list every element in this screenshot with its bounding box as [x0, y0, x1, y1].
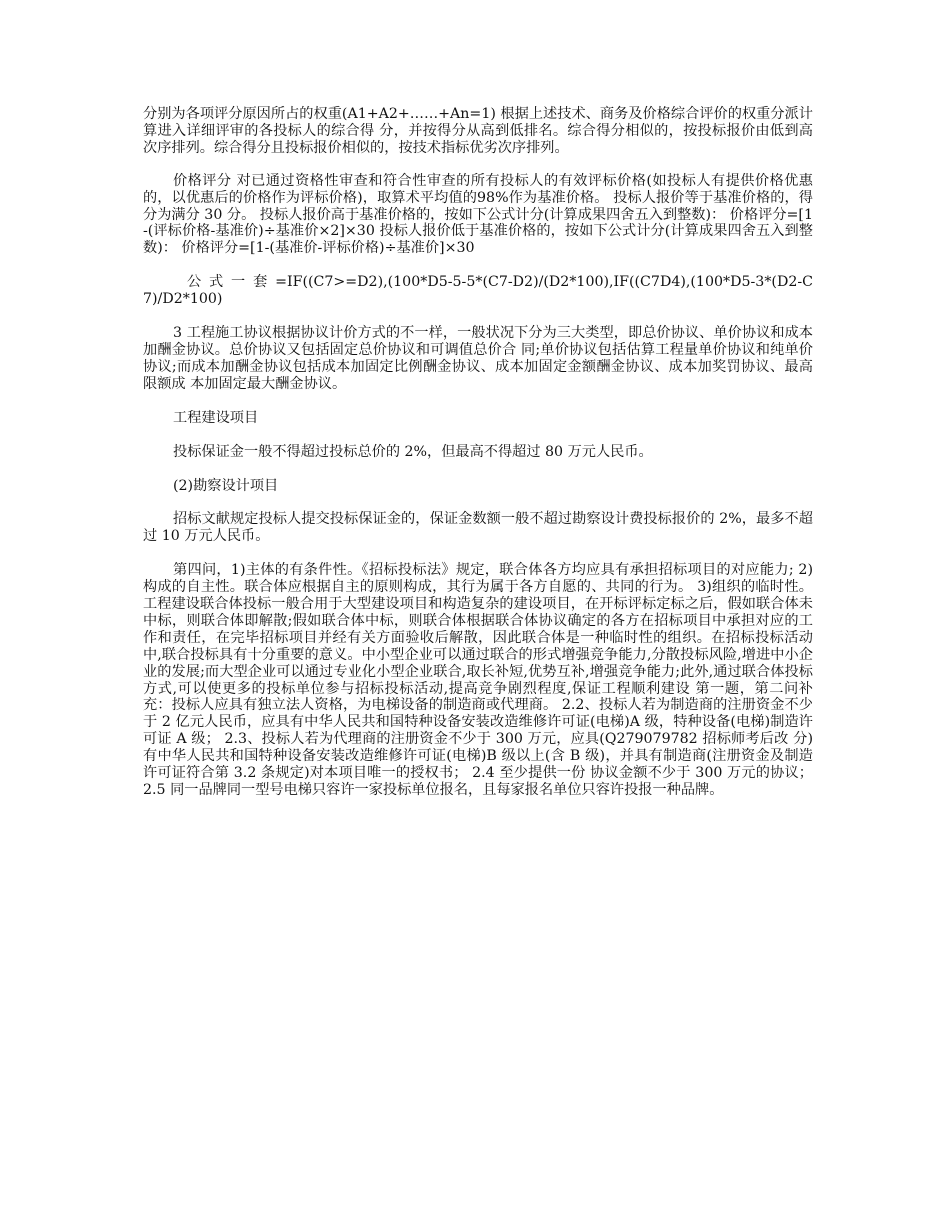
document-page	[143, 106, 813, 799]
heading-survey-design-project: (2)勘察设计项目	[173, 477, 279, 494]
paragraph-bid-bond-construction: 投标保证金一般不得超过投标总价的 2%，但最高不得超过 80 万元人民币。	[173, 443, 653, 460]
paragraph-contract-types: 3 工程施工协议根据协议计价方式的不一样，一般状况下分为三大类型，即总价协议、单价协议和成本加酬金协议。总价协议又包括固定总价协议和可调值总价合 同;单价协议包括估算工程量单价协议和纯单价协议;而成本加酬金协议包括成本加固定比例酬金协议、成本加固定金额酬金协议、成本加奖罚协议、最高限额成 本加固定最大酬金协议。	[143, 325, 813, 392]
paragraph-consortium: 第四问，1)主体的有条件性。《招标投标法》规定，联合体各方均应具有承担招标项目的对应能力; 2)构成的自主性。联合体应根据自主的原则构成，其行为属于各方自愿的、共同的行为。 3)组织的临时性。工程建设联合体投标一般合用于大型建设项目和构造复杂的建设项目，在开标评标定标之后，假如联合体未中标，则联合体即解散;假如联合体中标，则联合体根据联合体协议确定的各方在招标项目中承担对应的工作和责任，在完毕招标项目并经有关方面验收后解散，因此联合体是一种临时性的组织。在招标投标活动中,联合投标具有十分重要的意义。中小型企业可以通过联合的形式增强竞争能力,分散投标风险,增进中小企业的发展;而大型企业可以通过专业化小型企业联合,取长补短,优势互补,增强竞争能力;此外,通过联合体投标方式,可以使更多的投标单位参与招标投标活动,提高竞争剧烈程度,保证工程顺利建设 第一题，第二问补充：投标人应具有独立法人资格，为电梯设备的制造商或代理商。 2.2、投标人若为制造商的注册资金不少于 2 亿元人民币，应具有中华人民共和国特种设备安装改造维修许可证(电梯)A 级，特种设备(电梯)制造许可证 A 级； 2.3、投标人若为代理商的注册资金不少于 300 万元，应具(Q279079782 招标师考后改 分)有中华人民共和国特种设备安装改造维修许可证(电梯)B 级以上(含 B 级)，并具有制造商(注册资金及制造许可证符合第 3.2 条规定)对本项目唯一的授权书； 2.4 至少提供一份 协议金额不少于 300 万元的协议； 2.5 同一品牌同一型号电梯只容许一家投标单位报名，且每家报名单位只容许投报一种品牌。	[143, 562, 813, 798]
paragraph-price-scoring: 价格评分 对已通过资格性审查和符合性审查的所有投标人的有效评标价格(如投标人有提供价格优惠的，以优惠后的价格作为评标价格)，取算术平均值的98%作为基准价格。 投标人报价等于基准价格的，得分为满分 30 分。 投标人报价高于基准价格的，按如下公式计分(计算成果四舍五入到整数)： 价格评分=[1-(评标价格-基准价)÷基准价×2]×30 投标人报价低于基准价格的，按如下公式计分(计算成果四舍五入到整数)： 价格评分=[1-(基准价-评标价格)÷基准价]×30	[143, 172, 813, 257]
paragraph-weights-ranking: 分别为各项评分原因所占的权重(A1+A2+……+An=1) 根据上述技术、商务及价格综合评价的权重分派计算进入详细评审的各投标人的综合得 分，并按得分从高到低排名。综合得分相似的，按投标报价由低到高次序排列。综合得分且投标报价相似的，按技术指标优劣次序排列。	[143, 106, 813, 156]
paragraph-bid-bond-survey: 招标文献规定投标人提交投标保证金的，保证金数额一般不超过勘察设计费投标报价的 2%，最多不超过 10 万元人民币。	[143, 511, 813, 545]
paragraph-formula: 公 式 一 套 =IF((C7>=D2),(100*D5-5-5*(C7-D2)/(D2*100),IF((C7D4),(100*D5-3*(D2-C7)/D2*100)	[143, 274, 813, 308]
heading-construction-project: 工程建设项目	[173, 409, 259, 426]
